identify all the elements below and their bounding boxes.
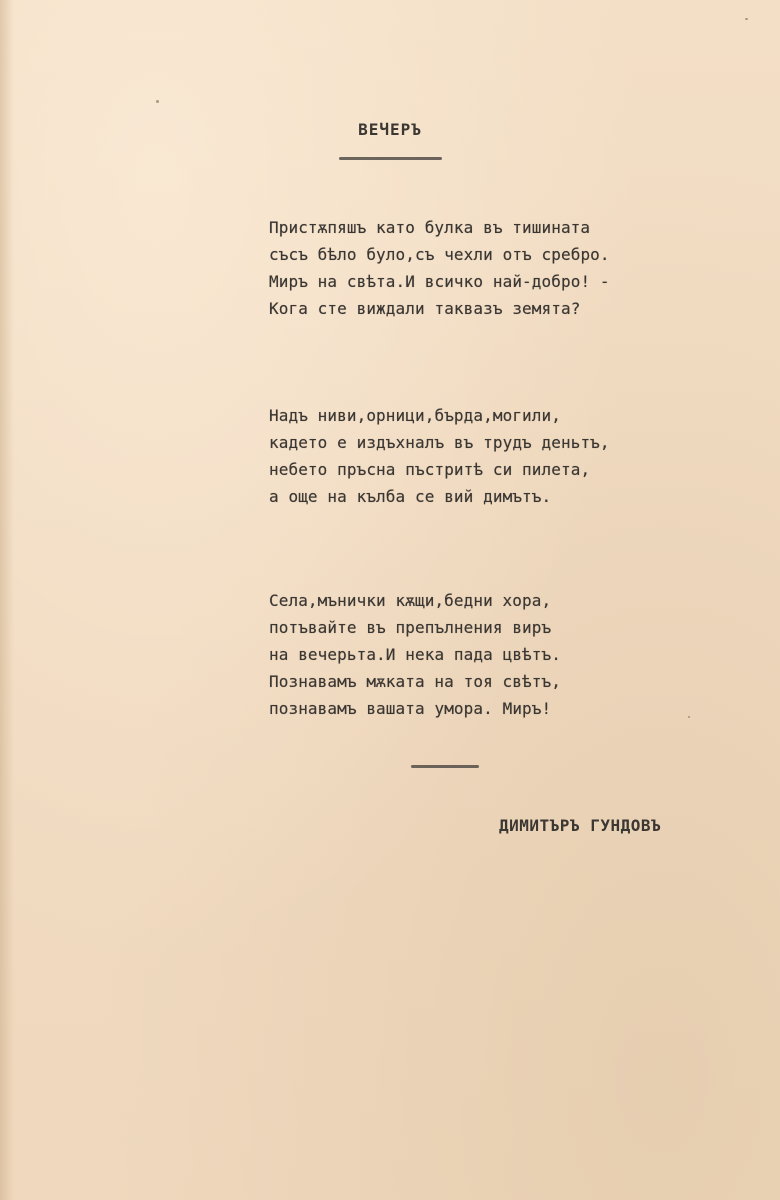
poem-line: Надъ ниви,орници,бърда,могили, [269, 406, 561, 425]
stanza-1 [269, 214, 610, 322]
author-signature: ДИМИТЪРЪ ГУНДОВЪ [499, 816, 662, 835]
poem-line: Миръ на свѣта.И всичко най-добро! - [269, 272, 610, 291]
paper-edge-shadow [0, 0, 14, 1200]
poem-title: ВЕЧЕРЪ [358, 120, 422, 139]
ink-speck [156, 100, 159, 103]
ink-speck [745, 18, 748, 20]
poem-line: а още на кълба се вий димътъ. [269, 487, 552, 506]
closing-rule [411, 765, 479, 768]
stanza-2 [269, 402, 610, 510]
ink-speck [688, 716, 690, 718]
poem-line: Пристѫпяшъ като булка въ тишината [269, 218, 591, 237]
poem-line: Села,мънички кѫщи,бедни хора, [269, 591, 552, 610]
poem-line: съсъ бѣло було,съ чехли отъ сребро. [269, 245, 610, 264]
poem-line: небето пръсна пъстритѣ си пилета, [269, 460, 591, 479]
title-underline [339, 157, 442, 160]
poem-line: кадето е издъхналъ въ трудъ деньтъ, [269, 433, 610, 452]
stanza-3 [269, 587, 561, 722]
poem-line: Познавамъ мѫката на тоя свѣтъ, [269, 672, 561, 691]
poem-line: познавамъ вашата умора. Миръ! [269, 699, 552, 718]
poem-line: на вечерьта.И нека пада цвѣтъ. [269, 645, 561, 664]
poem-line: Кога сте виждали таквазъ земята? [269, 299, 581, 318]
poem-line: потъвайте въ препълнения виръ [269, 618, 552, 637]
